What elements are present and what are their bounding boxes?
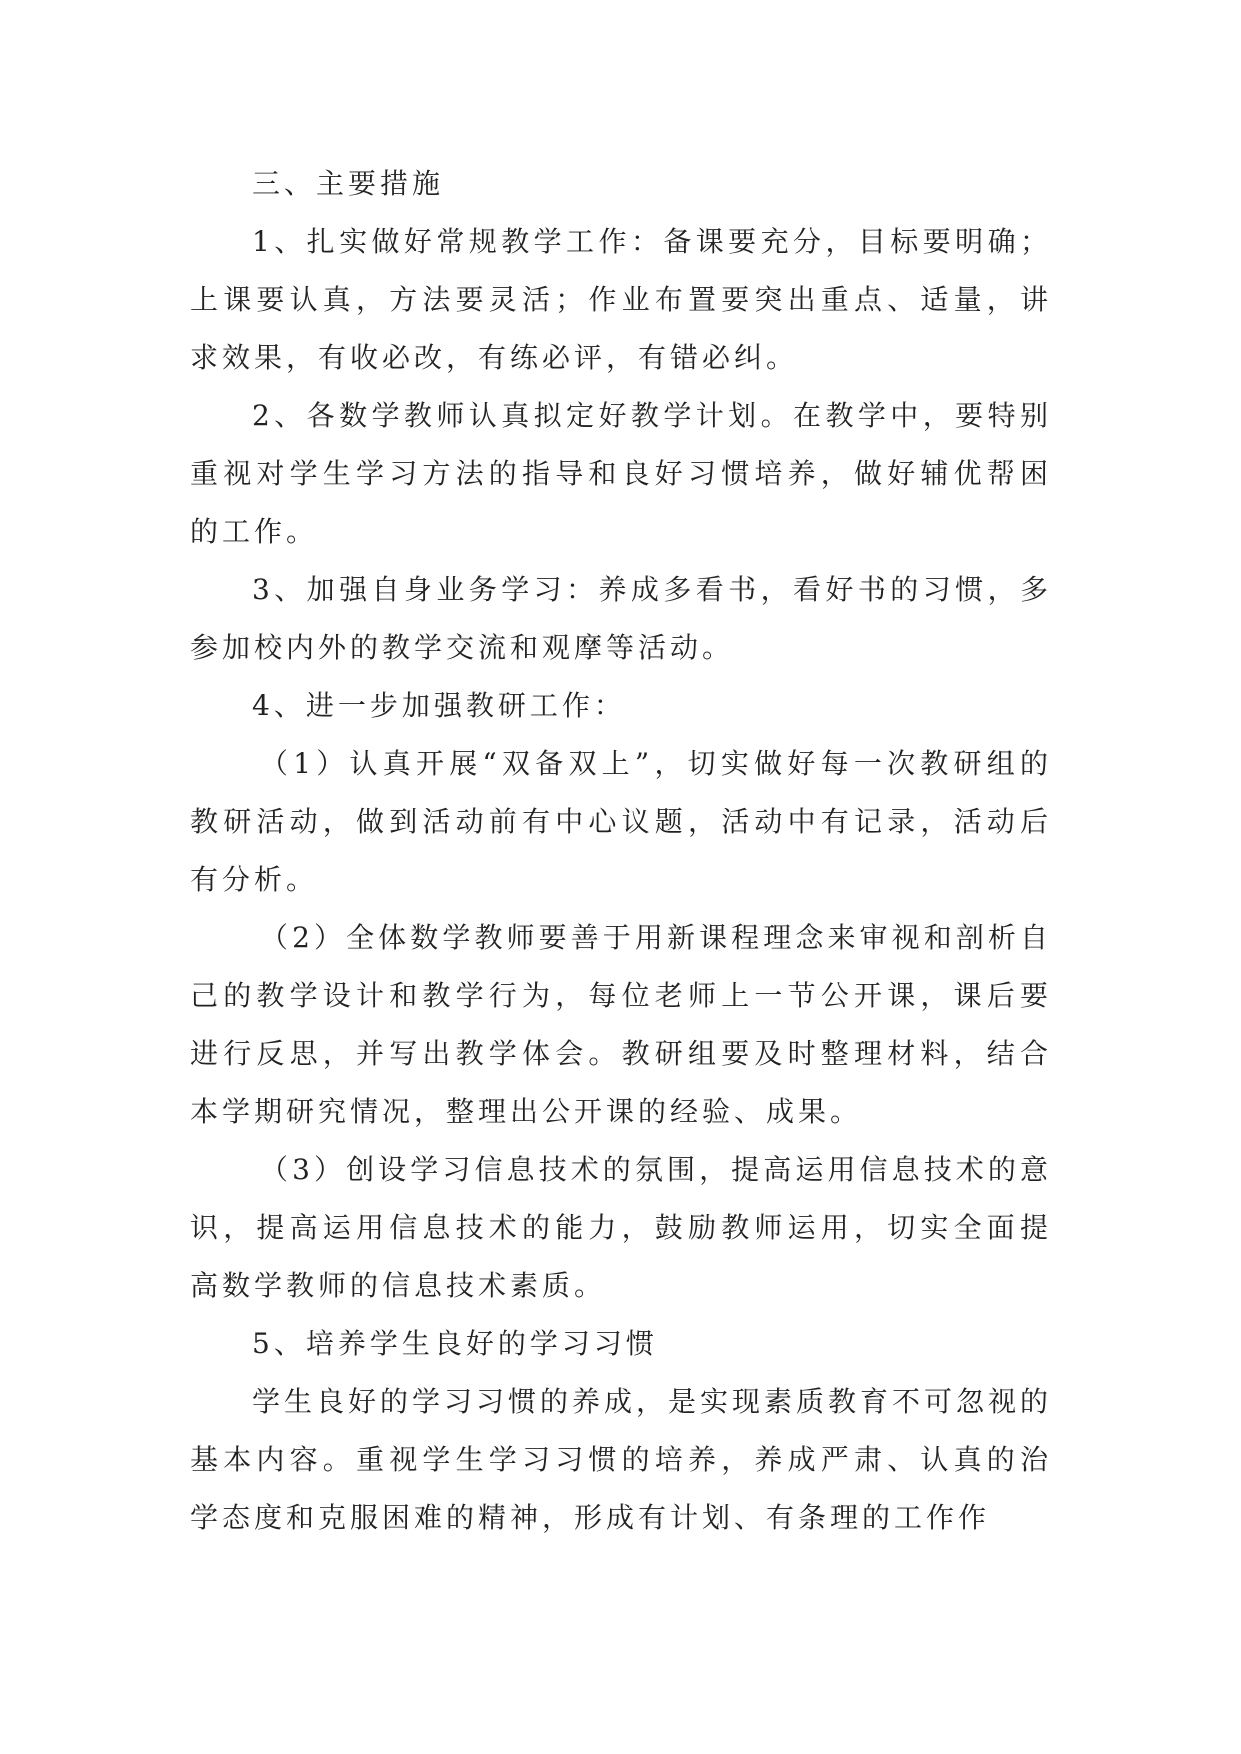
paragraph-4-sub-2: （2）全体数学教师要善于用新课程理念来审视和剖析自己的教学设计和教学行为，每位老师上一节公开课，课后要进行反思，并写出教学体会。教研组要及时整理材料，结合本学期研究情况，整理出公开课的经验、成果。 [190,921,1052,1128]
paragraph-2: 2、各数学教师认真拟定好教学计划。在教学中，要特别重视对学生学习方法的指导和良好习惯培养，做好辅优帮困的工作。 [190,399,1052,548]
paragraph-1: 1、扎实做好常规教学工作：备课要充分，目标要明确；上课要认真，方法要灵活；作业布置要突出重点、适量，讲求效果，有收必改，有练必评，有错必纠。 [190,225,1052,374]
section-heading: 三、主要措施 [252,167,445,200]
document-body [190,155,1052,1547]
paragraph-3: 3、加强自身业务学习：养成多看书，看好书的习惯，多参加校内外的教学交流和观摩等活动。 [190,573,1052,664]
paragraph-4-sub-1: （1）认真开展“双备双上”，切实做好每一次教研组的教研活动，做到活动前有中心议题，活动中有记录，活动后有分析。 [190,747,1052,896]
paragraph-5: 5、培养学生良好的学习习惯 [252,1327,658,1360]
paragraph-4-sub-3: （3）创设学习信息技术的氛围，提高运用信息技术的意识，提高运用信息技术的能力，鼓励教师运用，切实全面提高数学教师的信息技术素质。 [190,1153,1052,1302]
paragraph-4: 4、进一步加强教研工作： [252,689,626,722]
paragraph-5-body: 学生良好的学习习惯的养成，是实现素质教育不可忽视的基本内容。重视学生学习习惯的培养，养成严肃、认真的治学态度和克服困难的精神，形成有计划、有条理的工作作 [190,1385,1053,1534]
